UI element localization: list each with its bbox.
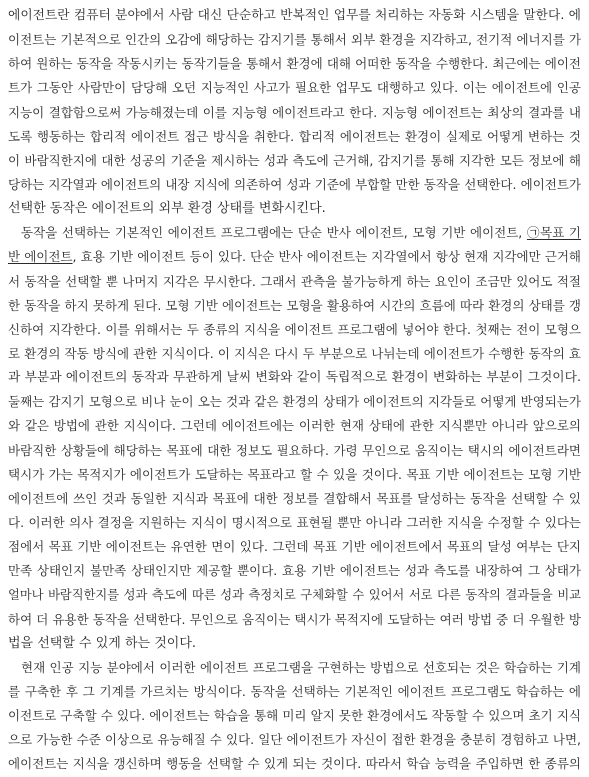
text-line: 지능이 결합함으로써 가능해졌는데 이를 지능형 에이전트라고 한다. 지능형 에이전트는 최상의 결과를 내 — [8, 104, 581, 120]
text-line: 당하는 지각열과 에이전트의 내장 지식에 의존하여 성과 기준에 부합할 만한 동작을 선택한다. 에이전트가 — [8, 176, 581, 192]
paragraph-3 — [8, 656, 581, 777]
text-line: 서 동작을 선택할 뿐 나머지 지각은 무시한다. 그래서 관측을 불가능하게 하는 요인이 조금만 있어도 적절 — [8, 273, 581, 289]
text-line: 한 동작을 하지 못하게 된다. 모형 기반 에이전트는 모형을 활용하여 시간의 흐름에 따라 환경의 상태를 갱 — [8, 297, 581, 313]
text-line: 으로 가능한 수준 이상으로 유능해질 수 있다. 일단 에이전트가 자신이 접한 환경을 충분히 경험하고 나면, — [8, 732, 581, 748]
text-line: 법을 선택할 수 있게 하는 것이다. — [8, 635, 197, 651]
text-line: 하여 더 유용한 동작을 선택한다. 무인으로 움직이는 택시가 목적지에 도달하는 여러 방법 중 더 우월한 방 — [8, 611, 581, 627]
text-line: 둘째는 감지기 모형으로 비나 눈이 오는 것과 같은 환경의 상태가 에이전트의 지각들로 어떻게 반영되는가 — [8, 394, 581, 410]
text-segment: , 효용 기반 에이전트 등이 있다. 단순 반사 에이전트는 지각열에서 항상 현재 지각에만 근거해 — [72, 249, 581, 265]
text-line: 바람직한 상황들에 해당하는 목표에 대한 정보도 필요하다. 가령 무인으로 움직이는 택시의 에이전트라면 — [8, 442, 581, 458]
text-line: 점에서 목표 기반 에이전트는 유연한 면이 있다. 그런데 목표 기반 에이전트에서 목표의 달성 여부는 단지 — [8, 539, 581, 555]
text-line: 트가 그동안 사람만이 담당해 오던 지능적인 사고가 필요한 업무도 대행하고 있다. 이는 에이전트에 인공 — [8, 80, 581, 96]
text-line: 에이전트란 컴퓨터 분야에서 사람 대신 단순하고 반복적인 업무를 처리하는 자동화 시스템을 말한다. 에 — [8, 8, 581, 23]
text-line: 로 환경의 작동 방식에 관한 지식이다. 이 지식은 다시 두 부분으로 나뉘는데 에이전트가 수행한 동작의 효 — [8, 345, 581, 361]
text-line: 이전트로 구축할 수 있다. 에이전트는 학습을 통해 미리 알지 못한 환경에서도 작동할 수 있으며 초기 지식 — [8, 708, 581, 724]
text-line: 이 바람직한지에 대한 성공의 기준을 제시하는 성과 측도에 근거해, 감지기를 통해 지각한 모든 정보에 해 — [8, 152, 581, 168]
underlined-term-goal-based-agent: ㉠목표 기 — [526, 225, 581, 241]
text-line: 에이전트에 쓰인 것과 동일한 지식과 목표에 대한 정보를 결합해서 목표를 달성하는 동작을 선택할 수 있 — [8, 490, 581, 506]
text-line — [8, 221, 581, 245]
text-line: 신하여 지각한다. 이를 위해서는 두 종류의 지식을 에이전트 프로그램에 넣어야 한다. 첫째는 전이 모형으 — [8, 321, 581, 337]
text-line: 하여 원하는 동작을 작동시키는 동작기들을 통해서 환경에 대해 어떠한 동작을 수행한다. 최근에는 에이전 — [8, 56, 581, 72]
paragraph-2 — [8, 221, 581, 656]
text-line: 다. 이러한 의사 결정을 지원하는 지식이 명시적으로 표현될 뿐만 아니라 그러한 지식을 수정할 수 있다는 — [8, 514, 581, 530]
text-line: 에이전트는 지식을 갱신하며 행동을 선택할 수 있게 되는 것이다. 따라서 학습 능력을 주입하면 한 종류의 — [8, 756, 581, 772]
text-segment: 동작을 선택하는 기본적인 에이전트 프로그램에는 단순 반사 에이전트, 모형 기반 에이전트, — [21, 225, 527, 241]
text-line: 도록 행동하는 합리적 에이전트 접근 방식을 취한다. 합리적 에이전트는 환경이 실제로 어떻게 변하는 것 — [8, 128, 581, 144]
text-line: 만족 상태인지 불만족 상태인지만 제공할 뿐이다. 효용 기반 에이전트는 성과 측도를 내장하여 그 상태가 — [8, 563, 581, 579]
text-line: 와 같은 방법에 관한 지식이다. 그런데 에이전트에는 이러한 현재 상태에 관한 지식뿐만 아니라 앞으로의 — [8, 418, 581, 434]
text-line: 를 구축한 후 그 기계를 가르치는 방식이다. 동작을 선택하는 기본적인 에이전트 프로그램도 학습하는 에 — [8, 683, 581, 699]
underlined-term-goal-based-agent: 반 에이전트 — [8, 249, 73, 265]
text-line: 현재 인공 지능 분야에서 이러한 에이전트 프로그램을 구현하는 방법으로 선호되는 것은 학습하는 기계 — [21, 659, 581, 675]
text-line: 이전트는 기본적으로 인간의 오감에 해당하는 감지기를 통해서 외부 환경을 지각하고, 전기적 에너지를 가 — [8, 32, 581, 48]
paragraph-1 — [8, 4, 581, 221]
text-line: 과 부분과 에이전트의 동작과 무관하게 날씨 변화와 같이 독립적으로 환경이 변화하는 부분이 그것이다. — [8, 370, 581, 386]
text-line — [8, 245, 581, 269]
text-line: 얼마나 바람직한지를 성과 측도에 따른 성과 측정치로 구체화할 수 있어서 서로 다른 동작의 결과들을 비교 — [8, 588, 581, 603]
text-line: 택시가 가는 목적지가 에이전트가 도달하는 목표라고 할 수 있을 것이다. 목표 기반 에이전트는 모형 기반 — [8, 466, 581, 482]
text-line: 선택한 동작은 에이전트의 외부 환경 상태를 변화시킨다. — [8, 201, 326, 217]
